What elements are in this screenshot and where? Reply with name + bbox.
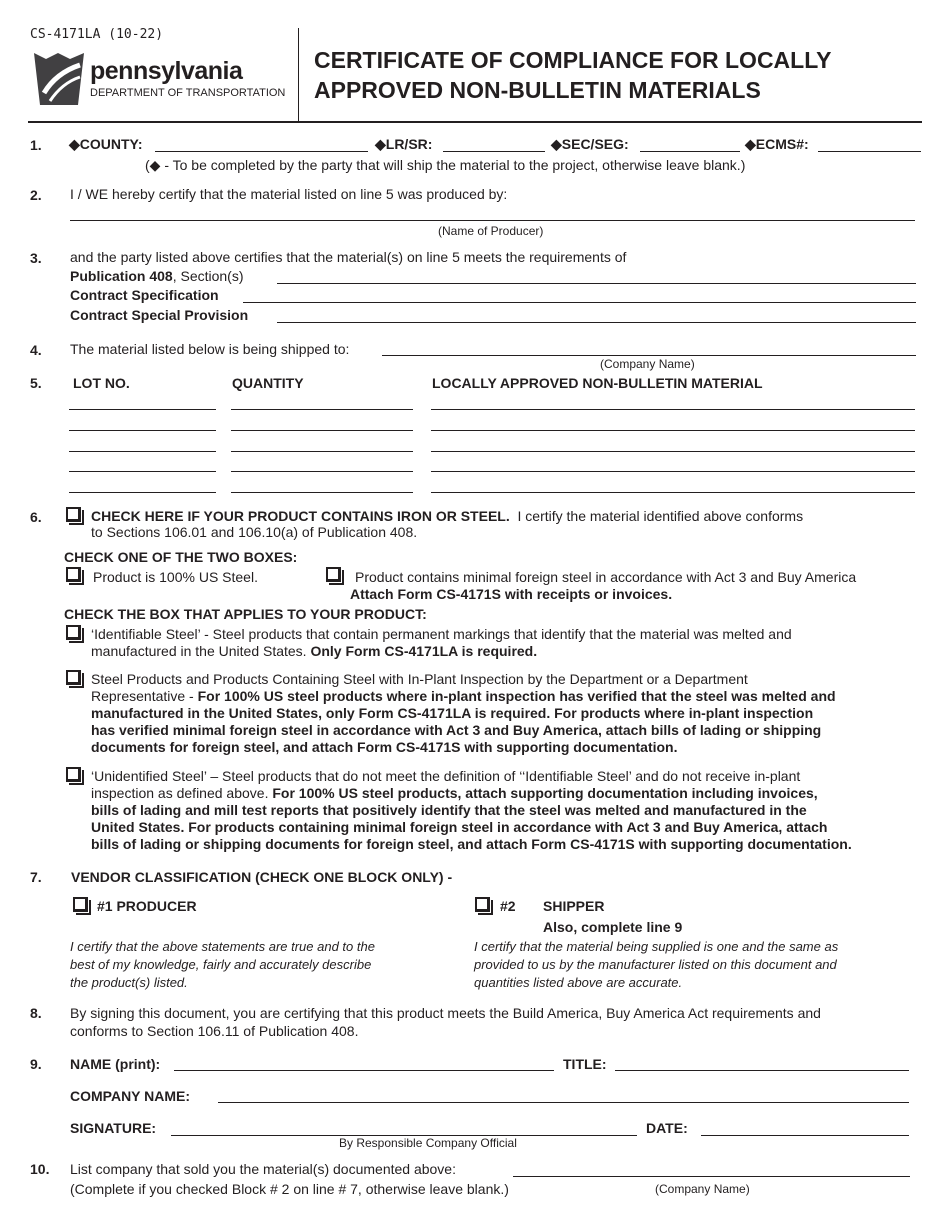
ecms-label: ◆ECMS#: bbox=[745, 136, 809, 152]
lot-field[interactable] bbox=[69, 409, 216, 410]
shipper-checkbox[interactable] bbox=[475, 897, 490, 912]
quantity-field[interactable] bbox=[231, 430, 413, 431]
quantity-header: QUANTITY bbox=[232, 375, 304, 391]
county-field[interactable] bbox=[155, 151, 368, 152]
section-7-number: 7. bbox=[30, 869, 42, 885]
applies-heading: CHECK THE BOX THAT APPLIES TO YOUR PRODUCT: bbox=[64, 606, 427, 622]
shipper-label: SHIPPER bbox=[543, 898, 605, 914]
requirements-text: and the party listed above certifies that the material(s) on line 5 meets the requirements of bbox=[70, 249, 627, 265]
lrsr-label: ◆LR/SR: bbox=[375, 136, 433, 152]
foreign-steel-checkbox[interactable] bbox=[326, 567, 341, 582]
section-8-number: 8. bbox=[30, 1005, 42, 1021]
title-label: TITLE: bbox=[563, 1056, 607, 1072]
producer-label: #1 PRODUCER bbox=[97, 898, 197, 914]
form-number: CS-4171LA (10-22) bbox=[30, 27, 164, 42]
name-field[interactable] bbox=[174, 1070, 554, 1071]
signature-label: SIGNATURE: bbox=[70, 1120, 157, 1136]
company-field[interactable] bbox=[218, 1102, 909, 1103]
identifiable-steel-checkbox[interactable] bbox=[66, 625, 81, 640]
shipper-number: #2 bbox=[500, 898, 516, 914]
producer-caption: (Name of Producer) bbox=[438, 224, 544, 238]
quantity-field[interactable] bbox=[231, 492, 413, 493]
contract-spec-label: Contract Specification bbox=[70, 287, 219, 303]
date-label: DATE: bbox=[646, 1120, 688, 1136]
material-field[interactable] bbox=[431, 471, 915, 472]
iron-steel-checkbox[interactable] bbox=[66, 507, 81, 522]
producer-certify-text: I certify that the above statements are true and to the best of my knowledge, fairly and accurately describe the product(s) listed. bbox=[70, 939, 375, 990]
contract-special-label: Contract Special Provision bbox=[70, 307, 249, 323]
shipper-note: (◆ - To be completed by the party that will ship the material to the project, otherwise leave blank.) bbox=[145, 157, 746, 173]
secseg-field[interactable] bbox=[640, 151, 740, 152]
foreign-steel-attach: Attach Form CS-4171S with receipts or invoices. bbox=[350, 586, 673, 602]
publication-sections-field[interactable] bbox=[277, 283, 916, 284]
logo-name: pennsylvania bbox=[90, 57, 243, 85]
contract-spec-field[interactable] bbox=[243, 302, 916, 303]
form-title bbox=[314, 45, 832, 105]
vendor-heading: VENDOR CLASSIFICATION (CHECK ONE BLOCK ONLY) - bbox=[71, 869, 453, 885]
sold-by-caption: (Company Name) bbox=[655, 1182, 750, 1196]
producer-checkbox[interactable] bbox=[73, 897, 88, 912]
unidentified-steel-checkbox[interactable] bbox=[66, 767, 81, 782]
date-field[interactable] bbox=[701, 1135, 909, 1136]
us-steel-checkbox[interactable] bbox=[66, 567, 81, 582]
quantity-field[interactable] bbox=[231, 471, 413, 472]
lot-field[interactable] bbox=[69, 430, 216, 431]
title-line-2: APPROVED NON-BULLETIN MATERIALS bbox=[314, 77, 761, 103]
two-boxes-heading: CHECK ONE OF THE TWO BOXES: bbox=[64, 549, 298, 565]
section-2-number: 2. bbox=[30, 187, 42, 203]
quantity-field[interactable] bbox=[231, 451, 413, 452]
lot-field[interactable] bbox=[69, 492, 216, 493]
publication-label: Publication 408, Section(s) bbox=[70, 268, 244, 284]
company-label: COMPANY NAME: bbox=[70, 1088, 191, 1104]
section-3-number: 3. bbox=[30, 250, 42, 266]
title-line-1: CERTIFICATE OF COMPLIANCE FOR LOCALLY bbox=[314, 47, 832, 73]
section-5-number: 5. bbox=[30, 375, 42, 391]
shipped-to-field[interactable] bbox=[382, 355, 916, 356]
producer-name-field[interactable] bbox=[70, 220, 915, 221]
material-field[interactable] bbox=[431, 451, 915, 452]
lot-field[interactable] bbox=[69, 471, 216, 472]
department-name: DEPARTMENT OF TRANSPORTATION bbox=[90, 87, 286, 99]
section-1-number: 1. bbox=[30, 137, 42, 153]
signature-caption: By Responsible Company Official bbox=[339, 1136, 517, 1150]
keystone-logo-icon bbox=[34, 53, 84, 105]
shipper-certify-text: I certify that the material being supplied is one and the same as provided to us by the manufacturer listed on this document and quantities listed above are accurate. bbox=[474, 939, 839, 990]
shipped-to-text: The material listed below is being shipped to: bbox=[70, 341, 350, 357]
header-divider bbox=[298, 28, 299, 122]
ecms-field[interactable] bbox=[818, 151, 921, 152]
certify-producer-text: I / WE hereby certify that the material listed on line 5 was produced by: bbox=[70, 186, 508, 202]
county-label: ◆COUNTY: bbox=[69, 136, 143, 152]
section-10-number: 10. bbox=[30, 1161, 50, 1177]
sold-by-field[interactable] bbox=[513, 1176, 910, 1177]
sold-by-note: (Complete if you checked Block # 2 on line # 7, otherwise leave blank.) bbox=[70, 1181, 509, 1197]
section-6-number: 6. bbox=[30, 509, 42, 525]
material-field[interactable] bbox=[431, 409, 915, 410]
shipped-to-caption: (Company Name) bbox=[600, 357, 695, 371]
header-rule bbox=[28, 121, 922, 123]
lot-header: LOT NO. bbox=[73, 375, 130, 391]
title-field[interactable] bbox=[615, 1070, 909, 1071]
section-9-number: 9. bbox=[30, 1056, 42, 1072]
material-header: LOCALLY APPROVED NON-BULLETIN MATERIAL bbox=[432, 375, 763, 391]
foreign-steel-label: Product contains minimal foreign steel in accordance with Act 3 and Buy America bbox=[355, 569, 857, 585]
quantity-field[interactable] bbox=[231, 409, 413, 410]
contract-special-field[interactable] bbox=[277, 322, 916, 323]
us-steel-label: Product is 100% US Steel. bbox=[93, 569, 258, 585]
shipper-also-note: Also, complete line 9 bbox=[543, 919, 683, 935]
lot-field[interactable] bbox=[69, 451, 216, 452]
secseg-label: ◆SEC/SEG: bbox=[551, 136, 629, 152]
inplant-inspection-checkbox[interactable] bbox=[66, 670, 81, 685]
sold-by-text: List company that sold you the material(s) documented above: bbox=[70, 1161, 456, 1177]
name-label: NAME (print): bbox=[70, 1056, 161, 1072]
section-4-number: 4. bbox=[30, 342, 42, 358]
material-field[interactable] bbox=[431, 430, 915, 431]
material-field[interactable] bbox=[431, 492, 915, 493]
lrsr-field[interactable] bbox=[443, 151, 545, 152]
